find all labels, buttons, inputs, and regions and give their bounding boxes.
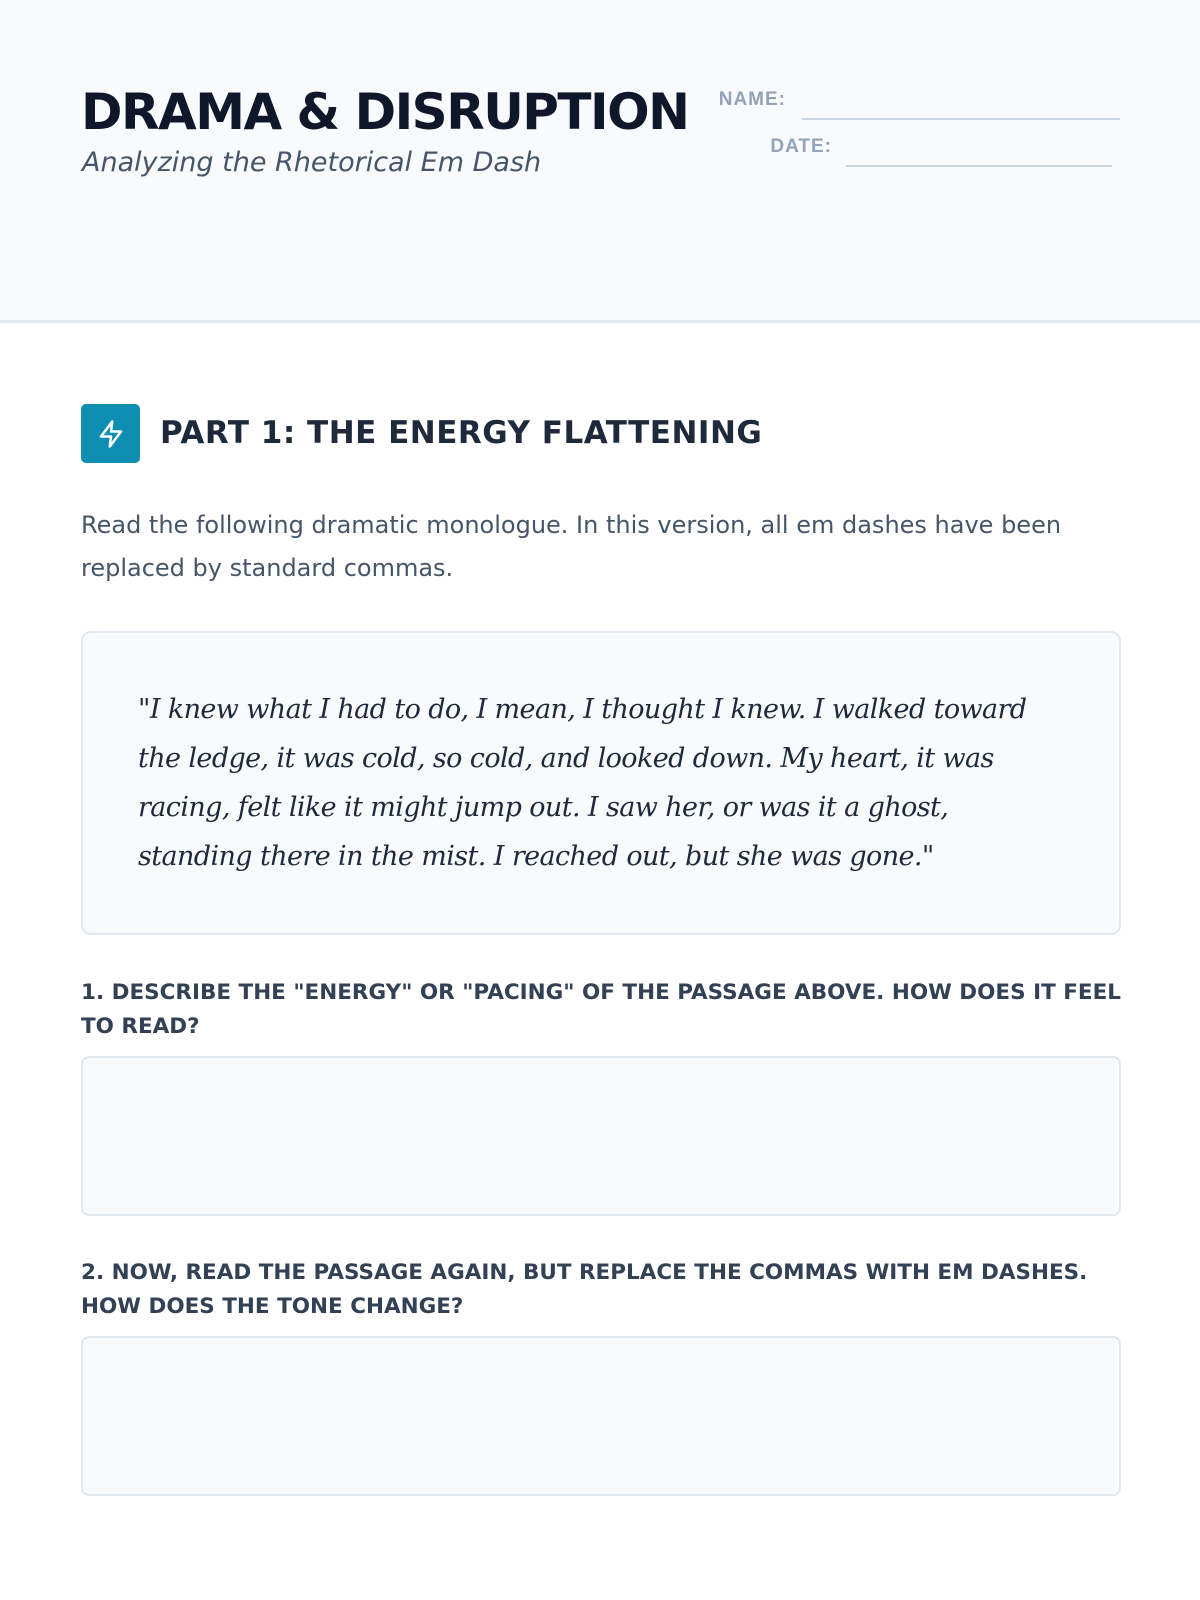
name-field[interactable] (802, 118, 1120, 120)
date-label: DATE: (770, 136, 832, 157)
question-1-label: 1. DESCRIBE THE "ENERGY" OR "PACING" OF THE PASSAGE ABOVE. HOW DOES IT FEEL TO READ? (81, 980, 1121, 1039)
name-label: NAME: (718, 89, 786, 110)
section-title: PART 1: THE ENERGY FLATTENING (160, 415, 763, 451)
worksheet-header (0, 0, 1200, 323)
date-field[interactable] (846, 165, 1112, 167)
lightning-bolt-icon (81, 404, 140, 463)
question-1-answer-box[interactable] (81, 1056, 1121, 1216)
question-2-answer-box[interactable] (81, 1336, 1121, 1496)
page-subtitle: Analyzing the Rhetorical Em Dash (82, 147, 542, 178)
page-title: DRAMA & DISRUPTION (81, 83, 689, 141)
instructions-text: Read the following dramatic monologue. In this version, all em dashes have been replaced by standard commas. (81, 511, 1062, 582)
passage-box (81, 631, 1121, 935)
monologue-passage: "I knew what I had to do, I mean, I thought I knew. I walked toward the ledge, it was cold, so cold, and looked down. My heart, it was racing, felt like it might jump out. I saw her, or was it a ghost, standing there in the mist. I reached out, but she was gone." (138, 694, 1027, 872)
question-2-label: 2. NOW, READ THE PASSAGE AGAIN, BUT REPLACE THE COMMAS WITH EM DASHES. HOW DOES THE TONE CHANGE? (81, 1260, 1088, 1319)
